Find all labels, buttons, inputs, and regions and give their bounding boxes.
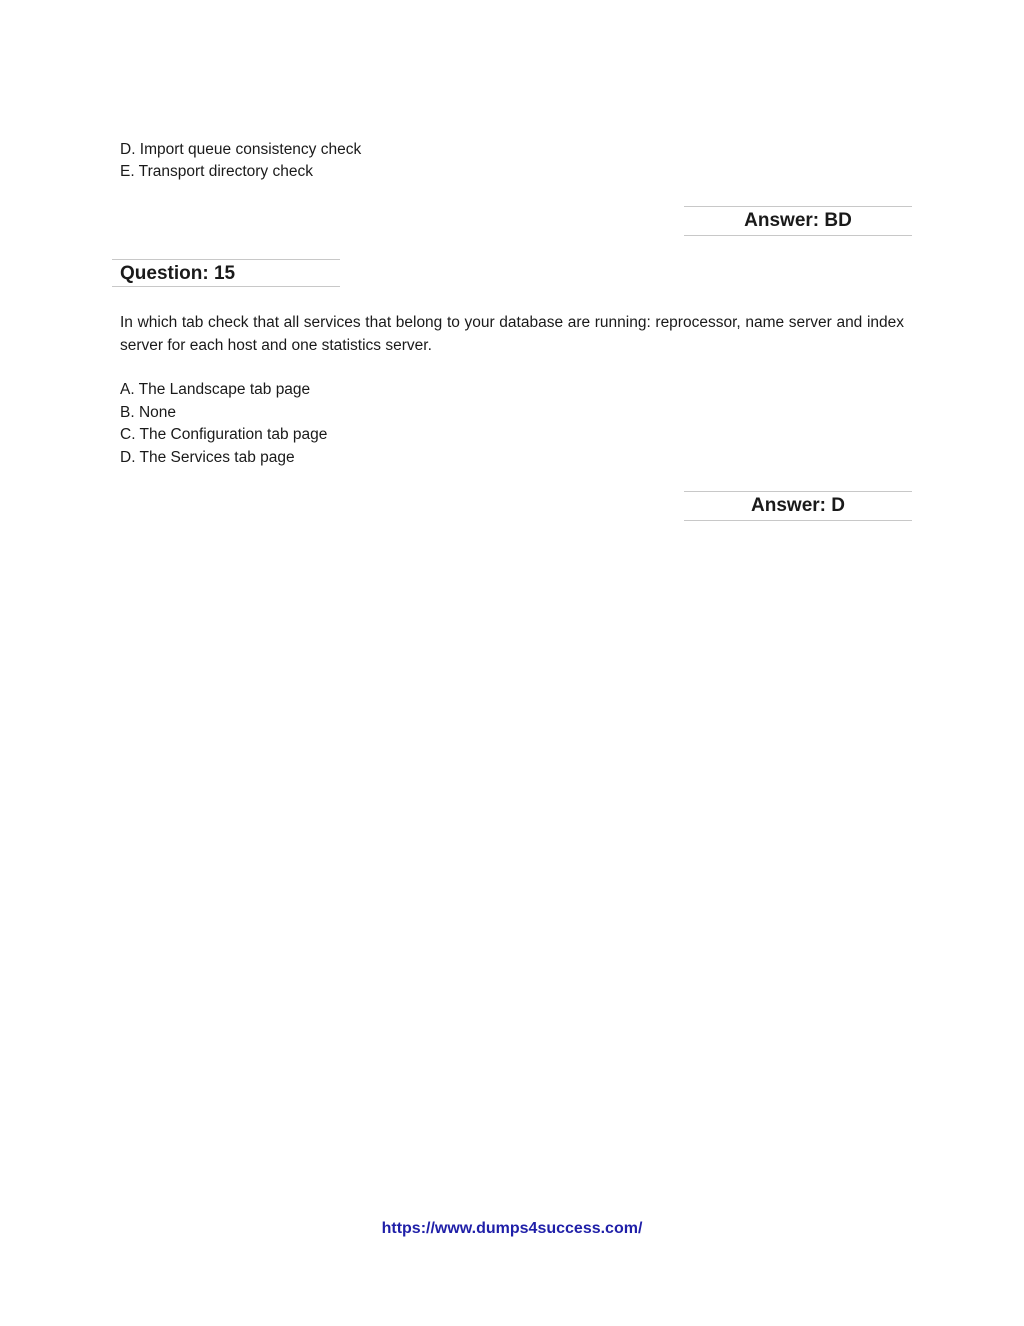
prev-answer-box: Answer: BD xyxy=(684,206,912,236)
option-b: B. None xyxy=(120,404,177,421)
answer-box: Answer: D xyxy=(684,491,912,521)
option-a: A. The Landscape tab page xyxy=(120,381,311,398)
footer-link[interactable]: https://www.dumps4success.com/ xyxy=(381,1220,643,1237)
question-stem: In which tab check that all services that belong to your database are running: reprocessor, name server and index server for each host and one statistics server. xyxy=(120,314,904,354)
option-d: D. The Services tab page xyxy=(120,449,295,466)
prev-option-e: E. Transport directory check xyxy=(120,163,313,180)
prev-option-d: D. Import queue consistency check xyxy=(120,141,362,158)
option-c: C. The Configuration tab page xyxy=(120,426,328,443)
question-heading: Question: 15 xyxy=(112,259,340,287)
